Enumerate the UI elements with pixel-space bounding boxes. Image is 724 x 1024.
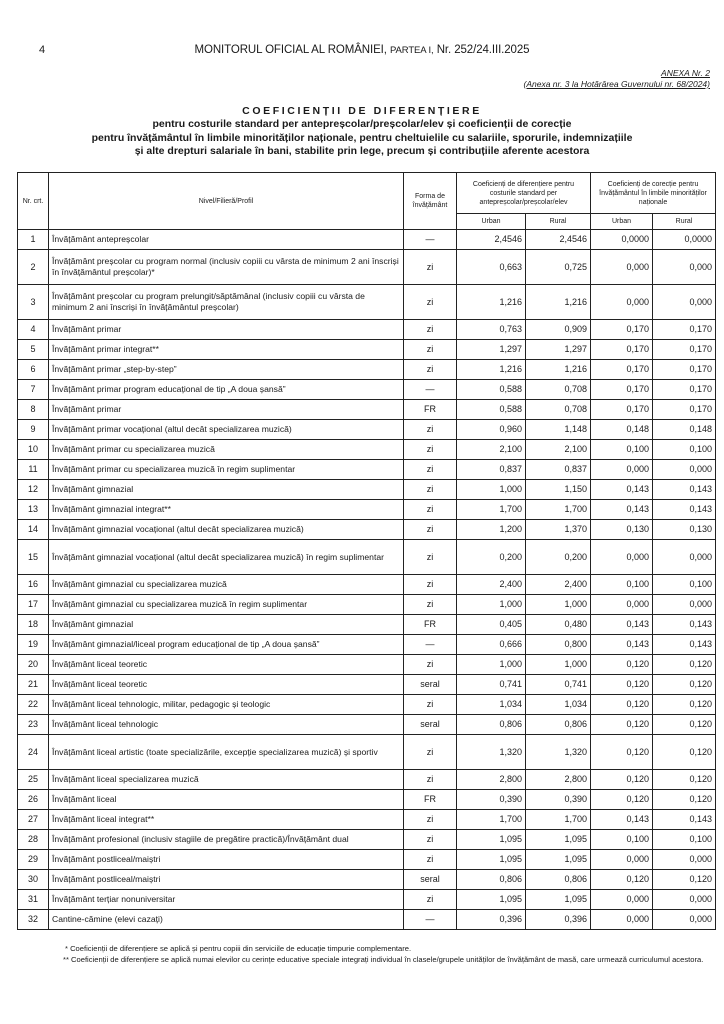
row-level-name: Învățământ liceal	[49, 790, 404, 810]
row-level-name: Învățământ primar integrat**	[49, 340, 404, 360]
row-education-form: zi	[404, 770, 457, 790]
row-diff-urban: 0,663	[457, 250, 526, 285]
row-diff-rural: 0,708	[526, 380, 591, 400]
row-corr-urban: 0,120	[591, 715, 653, 735]
row-corr-rural: 0,120	[653, 695, 716, 715]
table-row	[18, 575, 716, 595]
row-diff-rural: 1,095	[526, 850, 591, 870]
publication-issue: Nr. 252/24.III.2025	[436, 44, 530, 56]
row-corr-rural: 0,120	[653, 735, 716, 770]
table-row	[18, 890, 716, 910]
row-education-form: zi	[404, 480, 457, 500]
row-level-name: Învățământ postliceal/maiștri	[49, 850, 404, 870]
row-diff-rural: 0,806	[526, 715, 591, 735]
row-diff-urban: 1,095	[457, 830, 526, 850]
footnote-2: ** Coeficienții de diferențiere se aplică numai elevilor cu cerințe educative speciale integrați individual în clasele/grupele unităților de învățământ de masă, care urmează curriculumul acestora.	[63, 954, 704, 964]
row-diff-urban: 1,700	[457, 810, 526, 830]
table-row	[18, 340, 716, 360]
row-number: 24	[18, 735, 49, 770]
row-diff-urban: 1,095	[457, 890, 526, 910]
row-corr-urban: 0,000	[591, 890, 653, 910]
row-level-name: Învățământ liceal tehnologic	[49, 715, 404, 735]
row-level-name: Învățământ postliceal/maiștri	[49, 870, 404, 890]
row-education-form: zi	[404, 320, 457, 340]
row-corr-urban: 0,000	[591, 250, 653, 285]
row-number: 9	[18, 420, 49, 440]
row-corr-rural: 0,000	[653, 460, 716, 480]
row-corr-rural: 0,000	[653, 910, 716, 930]
row-level-name: Învățământ gimnazial vocațional (altul decât specializarea muzică)	[49, 520, 404, 540]
row-corr-urban: 0,143	[591, 810, 653, 830]
row-diff-rural: 1,095	[526, 890, 591, 910]
table-row	[18, 735, 716, 770]
row-corr-urban: 0,100	[591, 575, 653, 595]
row-diff-urban: 0,405	[457, 615, 526, 635]
row-diff-urban: 0,960	[457, 420, 526, 440]
row-corr-urban: 0,120	[591, 695, 653, 715]
row-education-form: zi	[404, 810, 457, 830]
row-level-name: Cantine-cămine (elevi cazați)	[49, 910, 404, 930]
row-level-name: Învățământ preșcolar cu program normal (inclusiv copiii cu vârsta de minimum 2 ani înscriși în învățământul preșcolar)*	[49, 250, 404, 285]
row-corr-rural: 0,120	[653, 790, 716, 810]
table-row	[18, 285, 716, 320]
table-row	[18, 230, 716, 250]
row-diff-urban: 2,100	[457, 440, 526, 460]
row-education-form: zi	[404, 285, 457, 320]
row-level-name: Învățământ gimnazial cu specializarea muzică în regim suplimentar	[49, 595, 404, 615]
table-row	[18, 655, 716, 675]
row-number: 28	[18, 830, 49, 850]
row-diff-urban: 0,588	[457, 380, 526, 400]
row-corr-rural: 0,120	[653, 715, 716, 735]
table-row	[18, 360, 716, 380]
row-corr-rural: 0,120	[653, 770, 716, 790]
row-number: 11	[18, 460, 49, 480]
row-diff-urban: 0,666	[457, 635, 526, 655]
main-title: COEFICIENȚII DE DIFERENȚIERE	[242, 105, 482, 117]
row-corr-rural: 0,000	[653, 890, 716, 910]
publication-part: PARTEA I,	[389, 45, 434, 56]
row-corr-urban: 0,100	[591, 440, 653, 460]
row-diff-urban: 1,216	[457, 285, 526, 320]
row-diff-urban: 2,400	[457, 575, 526, 595]
subtitle-line-3: și alte drepturi salariale în bani, stabilite prin lege, precum și contribuțiile aferente acestora	[134, 144, 590, 157]
row-corr-urban: 0,120	[591, 770, 653, 790]
row-diff-rural: 1,095	[526, 830, 591, 850]
row-diff-urban: 0,806	[457, 715, 526, 735]
row-diff-rural: 0,200	[526, 540, 591, 575]
table-row	[18, 790, 716, 810]
row-education-form: zi	[404, 500, 457, 520]
row-corr-urban: 0,000	[591, 540, 653, 575]
row-diff-rural: 1,000	[526, 655, 591, 675]
table-row	[18, 695, 716, 715]
row-diff-rural: 2,800	[526, 770, 591, 790]
row-diff-urban: 1,034	[457, 695, 526, 715]
row-level-name: Învățământ primar	[49, 400, 404, 420]
row-diff-urban: 0,806	[457, 870, 526, 890]
row-number: 23	[18, 715, 49, 735]
row-corr-urban: 0,000	[591, 850, 653, 870]
table-body	[18, 230, 716, 930]
row-diff-rural: 0,725	[526, 250, 591, 285]
row-education-form: zi	[404, 695, 457, 715]
row-education-form: zi	[404, 850, 457, 870]
row-education-form: zi	[404, 890, 457, 910]
row-corr-urban: 0,000	[591, 460, 653, 480]
row-corr-rural: 0,100	[653, 830, 716, 850]
row-number: 19	[18, 635, 49, 655]
row-corr-rural: 0,120	[653, 870, 716, 890]
row-corr-rural: 0,170	[653, 380, 716, 400]
row-number: 18	[18, 615, 49, 635]
row-number: 22	[18, 695, 49, 715]
row-corr-rural: 0,170	[653, 360, 716, 380]
row-level-name: Învățământ terțiar nonuniversitar	[49, 890, 404, 910]
row-number: 12	[18, 480, 49, 500]
header-urban-1: Urban	[457, 214, 526, 230]
row-diff-urban: 0,200	[457, 540, 526, 575]
row-diff-urban: 1,000	[457, 655, 526, 675]
row-diff-rural: 1,148	[526, 420, 591, 440]
row-corr-urban: 0,000	[591, 595, 653, 615]
row-education-form: —	[404, 380, 457, 400]
row-corr-urban: 0,143	[591, 480, 653, 500]
row-number: 25	[18, 770, 49, 790]
header-form: Forma de învățământ	[404, 173, 457, 230]
row-education-form: —	[404, 910, 457, 930]
row-corr-rural: 0,000	[653, 595, 716, 615]
row-level-name: Învățământ antepreșcolar	[49, 230, 404, 250]
row-corr-rural: 0,170	[653, 340, 716, 360]
table-row	[18, 770, 716, 790]
row-diff-rural: 0,837	[526, 460, 591, 480]
footnote-1: * Coeficienții de diferențiere se aplică și pentru copiii din serviciile de educație timpurie complementare.	[65, 944, 412, 953]
row-diff-urban: 1,200	[457, 520, 526, 540]
footnotes	[13, 944, 713, 965]
row-diff-rural: 1,034	[526, 695, 591, 715]
row-corr-rural: 0,143	[653, 635, 716, 655]
page-number: 4	[39, 44, 46, 56]
row-corr-rural: 0,143	[653, 615, 716, 635]
row-education-form: zi	[404, 595, 457, 615]
row-education-form: zi	[404, 540, 457, 575]
row-diff-rural: 2,400	[526, 575, 591, 595]
row-corr-rural: 0,143	[653, 480, 716, 500]
row-level-name: Învățământ primar „step-by-step”	[49, 360, 404, 380]
annex-label: ANEXA Nr. 2	[661, 68, 710, 78]
row-diff-rural: 0,390	[526, 790, 591, 810]
row-education-form: zi	[404, 830, 457, 850]
row-number: 20	[18, 655, 49, 675]
header-level: Nivel/Filieră/Profil	[49, 173, 404, 230]
row-level-name: Învățământ primar vocațional (altul decât specializarea muzică)	[49, 420, 404, 440]
row-corr-urban: 0,170	[591, 320, 653, 340]
row-level-name: Învățământ liceal integrat**	[49, 810, 404, 830]
table-row	[18, 500, 716, 520]
row-corr-rural: 0,148	[653, 420, 716, 440]
row-diff-rural: 0,741	[526, 675, 591, 695]
row-corr-urban: 0,170	[591, 360, 653, 380]
table-row	[18, 595, 716, 615]
row-education-form: FR	[404, 400, 457, 420]
row-number: 14	[18, 520, 49, 540]
row-diff-rural: 1,297	[526, 340, 591, 360]
row-diff-rural: 0,800	[526, 635, 591, 655]
row-corr-urban: 0,000	[591, 285, 653, 320]
row-diff-urban: 0,396	[457, 910, 526, 930]
row-diff-rural: 1,700	[526, 500, 591, 520]
row-number: 32	[18, 910, 49, 930]
row-corr-rural: 0,0000	[653, 230, 716, 250]
row-diff-urban: 2,800	[457, 770, 526, 790]
row-diff-rural: 2,100	[526, 440, 591, 460]
row-diff-rural: 1,320	[526, 735, 591, 770]
row-number: 1	[18, 230, 49, 250]
row-corr-urban: 0,143	[591, 500, 653, 520]
table-row	[18, 320, 716, 340]
row-corr-rural: 0,000	[653, 285, 716, 320]
row-diff-rural: 1,000	[526, 595, 591, 615]
row-level-name: Învățământ liceal teoretic	[49, 655, 404, 675]
row-level-name: Învățământ liceal tehnologic, militar, pedagogic și teologic	[49, 695, 404, 715]
row-corr-urban: 0,143	[591, 615, 653, 635]
row-diff-rural: 2,4546	[526, 230, 591, 250]
row-education-form: FR	[404, 615, 457, 635]
table-row	[18, 520, 716, 540]
subtitle-line-1: pentru costurile standard per antepreșcolar/preșcolar/elev și coeficienții de corecție	[152, 118, 572, 131]
row-diff-urban: 1,700	[457, 500, 526, 520]
row-education-form: zi	[404, 360, 457, 380]
row-level-name: Învățământ liceal specializarea muzică	[49, 770, 404, 790]
row-education-form: zi	[404, 735, 457, 770]
coefficients-table	[17, 172, 716, 930]
row-corr-urban: 0,000	[591, 910, 653, 930]
row-corr-urban: 0,120	[591, 735, 653, 770]
row-diff-urban: 0,763	[457, 320, 526, 340]
table-row	[18, 675, 716, 695]
row-corr-urban: 0,143	[591, 635, 653, 655]
row-level-name: Învățământ liceal artistic (toate specializările, excepție specializarea muzică) și sportiv	[49, 735, 404, 770]
document-title	[0, 105, 724, 158]
annex-source: (Anexa nr. 3 la Hotărârea Guvernului nr. 68/2024)	[523, 79, 710, 89]
row-corr-rural: 0,000	[653, 850, 716, 870]
row-corr-rural: 0,100	[653, 575, 716, 595]
table-row	[18, 250, 716, 285]
row-corr-urban: 0,120	[591, 655, 653, 675]
row-education-form: zi	[404, 440, 457, 460]
row-number: 4	[18, 320, 49, 340]
row-corr-urban: 0,120	[591, 870, 653, 890]
table-row	[18, 460, 716, 480]
row-corr-rural: 0,143	[653, 500, 716, 520]
row-corr-rural: 0,130	[653, 520, 716, 540]
row-education-form: seral	[404, 715, 457, 735]
row-corr-rural: 0,170	[653, 400, 716, 420]
row-number: 10	[18, 440, 49, 460]
row-diff-urban: 0,741	[457, 675, 526, 695]
row-diff-urban: 1,320	[457, 735, 526, 770]
row-number: 7	[18, 380, 49, 400]
header-correction-coefficients: Coeficienți de corecție pentru învățământul în limbile minorităților naționale	[591, 173, 716, 214]
header-nr: Nr. crt.	[18, 173, 49, 230]
header-rural-1: Rural	[526, 214, 591, 230]
row-number: 16	[18, 575, 49, 595]
row-number: 5	[18, 340, 49, 360]
row-corr-urban: 0,170	[591, 400, 653, 420]
row-diff-urban: 0,390	[457, 790, 526, 810]
row-corr-urban: 0,130	[591, 520, 653, 540]
table-row	[18, 715, 716, 735]
row-corr-rural: 0,120	[653, 675, 716, 695]
table-row	[18, 400, 716, 420]
row-number: 3	[18, 285, 49, 320]
row-number: 31	[18, 890, 49, 910]
row-corr-urban: 0,170	[591, 380, 653, 400]
row-diff-rural: 1,700	[526, 810, 591, 830]
row-education-form: seral	[404, 870, 457, 890]
row-number: 6	[18, 360, 49, 380]
header-differentiation-coefficients: Coeficienți de diferențiere pentru costurile standard per antepreșcolar/preșcolar/elev	[457, 173, 591, 214]
row-number: 8	[18, 400, 49, 420]
row-number: 30	[18, 870, 49, 890]
row-level-name: Învățământ gimnazial cu specializarea muzică	[49, 575, 404, 595]
row-corr-rural: 0,143	[653, 810, 716, 830]
row-level-name: Învățământ gimnazial	[49, 480, 404, 500]
row-level-name: Învățământ profesional (inclusiv stagiile de pregătire practică)/Învățământ dual	[49, 830, 404, 850]
row-diff-rural: 1,216	[526, 285, 591, 320]
row-level-name: Învățământ liceal teoretic	[49, 675, 404, 695]
row-diff-urban: 2,4546	[457, 230, 526, 250]
table-row	[18, 420, 716, 440]
row-level-name: Învățământ gimnazial	[49, 615, 404, 635]
row-diff-urban: 1,000	[457, 480, 526, 500]
row-level-name: Învățământ primar	[49, 320, 404, 340]
row-level-name: Învățământ gimnazial/liceal program educațional de tip „A doua șansă”	[49, 635, 404, 655]
row-corr-urban: 0,120	[591, 675, 653, 695]
row-corr-rural: 0,170	[653, 320, 716, 340]
row-number: 27	[18, 810, 49, 830]
table-row	[18, 830, 716, 850]
row-diff-urban: 1,216	[457, 360, 526, 380]
row-diff-rural: 0,708	[526, 400, 591, 420]
row-corr-rural: 0,120	[653, 655, 716, 675]
row-level-name: Învățământ gimnazial vocațional (altul decât specializarea muzică) în regim suplimentar	[49, 540, 404, 575]
row-number: 21	[18, 675, 49, 695]
table-row	[18, 810, 716, 830]
table-row	[18, 440, 716, 460]
row-number: 29	[18, 850, 49, 870]
row-diff-rural: 0,480	[526, 615, 591, 635]
row-corr-urban: 0,100	[591, 830, 653, 850]
row-education-form: —	[404, 635, 457, 655]
row-corr-rural: 0,000	[653, 540, 716, 575]
row-level-name: Învățământ primar cu specializarea muzică	[49, 440, 404, 460]
row-number: 26	[18, 790, 49, 810]
row-diff-urban: 0,837	[457, 460, 526, 480]
row-education-form: zi	[404, 250, 457, 285]
row-number: 15	[18, 540, 49, 575]
row-diff-urban: 1,297	[457, 340, 526, 360]
row-diff-rural: 0,396	[526, 910, 591, 930]
row-number: 2	[18, 250, 49, 285]
row-corr-urban: 0,148	[591, 420, 653, 440]
publication-name: MONITORUL OFICIAL AL ROMÂNIEI,	[194, 44, 387, 56]
annex-reference	[524, 68, 710, 90]
row-diff-rural: 1,216	[526, 360, 591, 380]
table-row	[18, 480, 716, 500]
row-diff-urban: 0,588	[457, 400, 526, 420]
row-education-form: zi	[404, 520, 457, 540]
row-level-name: Învățământ primar cu specializarea muzică în regim suplimentar	[49, 460, 404, 480]
table-row	[18, 380, 716, 400]
row-education-form: seral	[404, 675, 457, 695]
table-row	[18, 635, 716, 655]
table-row	[18, 870, 716, 890]
row-level-name: Învățământ primar program educațional de tip „A doua șansă”	[49, 380, 404, 400]
header-rural-2: Rural	[653, 214, 716, 230]
header-urban-2: Urban	[591, 214, 653, 230]
row-diff-urban: 1,000	[457, 595, 526, 615]
row-education-form: —	[404, 230, 457, 250]
row-education-form: zi	[404, 420, 457, 440]
row-corr-urban: 0,170	[591, 340, 653, 360]
row-diff-urban: 1,095	[457, 850, 526, 870]
row-diff-rural: 1,150	[526, 480, 591, 500]
row-level-name: Învățământ preșcolar cu program prelungit/săptămânal (inclusiv copiii cu vârsta de minimum 2 ani înscriși în învățământul preșcolar)	[49, 285, 404, 320]
row-diff-rural: 0,909	[526, 320, 591, 340]
row-education-form: zi	[404, 340, 457, 360]
table-row	[18, 850, 716, 870]
masthead	[0, 44, 724, 56]
table-row	[18, 615, 716, 635]
row-number: 17	[18, 595, 49, 615]
table-row	[18, 910, 716, 930]
row-corr-rural: 0,100	[653, 440, 716, 460]
row-level-name: Învățământ gimnazial integrat**	[49, 500, 404, 520]
row-education-form: zi	[404, 575, 457, 595]
row-corr-rural: 0,000	[653, 250, 716, 285]
row-education-form: FR	[404, 790, 457, 810]
row-diff-rural: 0,806	[526, 870, 591, 890]
row-number: 13	[18, 500, 49, 520]
table-row	[18, 540, 716, 575]
subtitle-line-2: pentru învățământul în limbile minorităților naționale, pentru cheltuielile cu salariile, sporurile, indemnizațiile	[91, 131, 633, 144]
row-education-form: zi	[404, 655, 457, 675]
row-corr-urban: 0,0000	[591, 230, 653, 250]
row-education-form: zi	[404, 460, 457, 480]
row-diff-rural: 1,370	[526, 520, 591, 540]
row-corr-urban: 0,120	[591, 790, 653, 810]
